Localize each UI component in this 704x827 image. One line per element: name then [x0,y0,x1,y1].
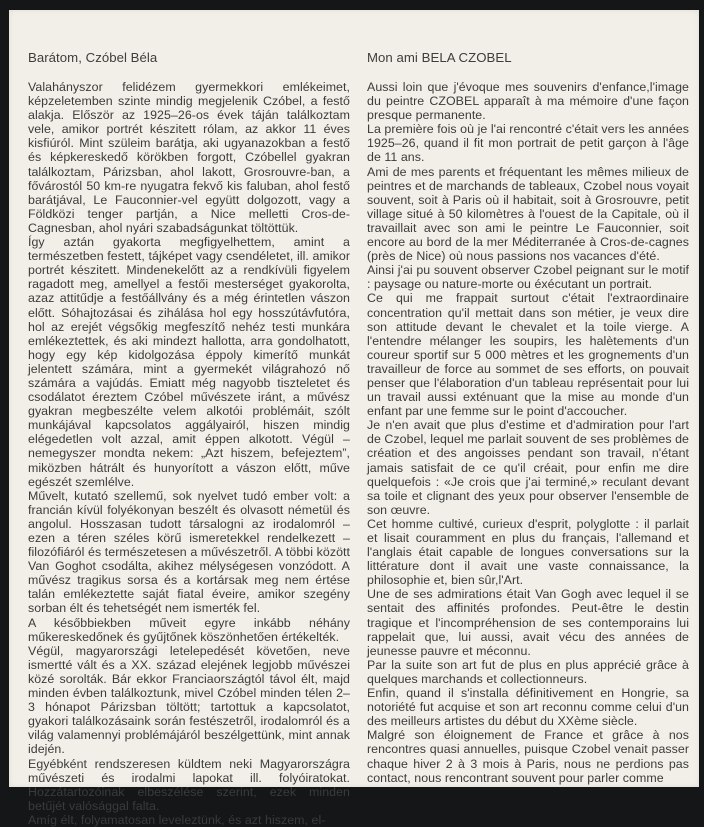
hungarian-paragraph: Művelt, kutató szellemű, sok nyelvet tudó ember volt: a francián kívül folyékonyan beszélt és olvasott németül és angolul. Hosszasan tudott társalogni az irodalomról – ezen a téren széles körű ismeretekkel rendelkezett – filozófiáról és természetesen a művészetről. A többi között Van Goghot csodálta, akihez mélységesen vonzódott. A művész tragikus sorsa és a kortársak meg nem értése talán emlékeztette saját fiatal éveire, amikor szegény sorban élt és tehetségét nem ismerték fel. [28,488,350,616]
french-paragraph: Une de ses admirations était Van Gogh avec lequel il se sentait des affinités profondes. Peut-être le destin tragique et l'incompréhension de ses contemporains lui rappelait que, lui aussi, avait vécu des années de jeunesse pauvre et méconnu. [367,587,689,658]
french-body [367,80,689,785]
french-paragraph: Ce qui me frappait surtout c'était l'extraordinaire concentration qu'il mettait dans son métier, je veux dire son attitude devant le chevalet et la toile vierge. A l'entendre mélanger les soupirs, les halètements d'un coureur sportif sur 5 000 mètres et les grognements d'un travailleur de force au sommet de ses efforts, on pouvait penser que l'élaboration d'un tableau représentait pour lui un travail aussi exténuant que la mise au monde d'un enfant par une femme sur le point d'accoucher. [367,291,689,419]
french-paragraph: Ainsi j'ai pu souvent observer Czobel peignant sur le motif : paysage ou nature-morte ou éxécutant un portrait. [367,263,689,292]
scanned-page [9,10,699,827]
hungarian-paragraph: A későbbiekben műveit egyre inkább néhány műkereskedőnek és gyűjtőnek köszönhetően értékelték. [28,615,350,644]
hungarian-paragraph: Végül, magyarországi letelepedését követően, neve ismertté vált és a XX. század elejének legjobb művészei közé sorolták. Bár ekkor Franciaországtól távol élt, majd minden évben találkoztunk, mivel Czóbel minden télen 2–3 hónapot Párizsban töltött; tartottuk a kapcsolatot, gyakori találkozásaink során festészetről, irodalomról és a világ valamennyi problémájáról beszélgettünk, mint annak idején. [28,643,350,757]
hungarian-paragraph: Valahányszor felidézem gyermekkori emlékeimet, képzeletemben szinte mindig megjelenik Czóbel, a festő alakja. Először az 1925–26-os évek táján találkoztam vele, amikor portrét készitett rólam, az akkor 11 éves kisfiúról. Mint szüleim barátja, aki ugyanazokban a festő és képkereskedő körökben forgott, Czóbellel gyakran találkoztam, Párizsban, ahol lakott, Grosrouvre-ban, a fővárostól 50 km-re nyugatra fekvő kis faluban, ahol festő barátjával, Le Fauconnier-vel együtt dolgozott, vagy a Földközi tenger partján, a Nice melletti Cros-de-Cagnesban, ahol nyári szabadságunkat töltöttük. [28,80,350,235]
hungarian-body [28,80,350,827]
french-paragraph: Ami de mes parents et fréquentant les mêmes milieux de peintres et de marchands de tableaux, Czobel nous voyait souvent, soit à Paris où il habitait, soit à Grosrouvre, petit village situé à 50 kilomètres à l'ouest de la Capitale, où il travaillait avec son ami le peintre Le Fauconnier, soit encore au bord de la mer Méditerranée à Cros-de-cagnes (près de Nice) où nous passions nos vacances d'été. [367,164,689,264]
french-paragraph: Je n'en avait que plus d'estime et d'admiration pour l'art de Czobel, lequel me parlait souvent de ses problèmes de création et des angoisses pendant son travail, n'étant jamais satisfait de ce qu'il créait, pour enfin me dire quelquefois : «Je crois que j'ai terminé,» reculant devant sa toile et clignant des yeux pour observer l'ensemble de son œuvre. [367,418,689,517]
hungarian-paragraph: Egyébként rendszeresen küldtem neki Magyarországra művészeti és irodalmi lapokat ill. folyóiratokat. Hozzátartozóinak elbeszélése szerint, ezek minden betűjét valósággal falta. [28,756,350,813]
french-paragraph: Par la suite son art fut de plus en plus apprécié grâce à quelques marchands et collectionneurs. [367,657,689,686]
french-heading: Mon ami BELA CZOBEL [367,50,512,65]
french-paragraph: Cet homme cultivé, curieux d'esprit, polyglotte : il parlait et lisait couramment en plus du français, l'allemand et l'anglais était capable de longues conversations sur la littérature dont il avait une vaste connaissance, la philosophie et, bien sûr,l'Art. [367,516,689,588]
french-paragraph: Malgré son éloignement de France et grâce à nos rencontres quasi annuelles, puisque Czobel venait passer chaque hiver 2 à 3 mois à Paris, nous ne perdions pas contact, nous rencontrant souvent pour parler comme [367,728,689,785]
french-paragraph: La première fois où je l'ai rencontré c'était vers les années 1925–26, quand il fit mon portrait de petit garçon à l'âge de 11 ans. [367,122,689,165]
hungarian-paragraph: Így aztán gyakorta megfigyelhettem, amint a természetben festett, tájképet vagy csendéletet, ill. amikor portrét készitett. Mindenekelőtt az a rendkívüli figyelem ragadott meg, amellyel a festői mesterséget gyakorolta, azaz attitűdje a festőállvány és a még érintetlen vászon előtt. Sóhajtozásai és zihálása hol egy hosszútávfutóra, hol az erejét végsőkig megfeszítő nehéz testi munkára emlékeztettek, és aki mindezt hallotta, arra gondolhatott, hogy egy kép kidolgozása éppoly kimerítő munkát jelentett számára, mint a gyermekét világrahozó nő számára a vajúdás. Emiatt még nagyobb tiszteletet és csodálatot éreztem Czóbel művészete iránt, a művész gyakran megbeszélte velem alkotói problémáit, szólt munkájával kapcsolatos aggályairól, hiszen mindig elégedetlen volt azzal, amit éppen alkotott. Végül – nemegyszer mondta nekem: „Azt hiszem, befejeztem”, miközben hátrált és hunyorított a vászon előtt, műve egészét szemlélve. [28,235,350,489]
french-paragraph: Enfin, quand il s'installa définitivement en Hongrie, sa notoriété fut acquise et son art reconnu comme celui d'un des meilleurs artistes du début du XXème siècle. [367,686,689,729]
french-paragraph: Aussi loin que j'évoque mes souvenirs d'enfance,l'image du peintre CZOBEL apparaît à ma mémoire d'une façon presque permanente. [367,80,689,123]
hungarian-paragraph: Amíg élt, folyamatosan leveleztünk, és azt hiszem, el- [28,812,326,827]
hungarian-heading: Barátom, Czóbel Béla [28,50,158,65]
